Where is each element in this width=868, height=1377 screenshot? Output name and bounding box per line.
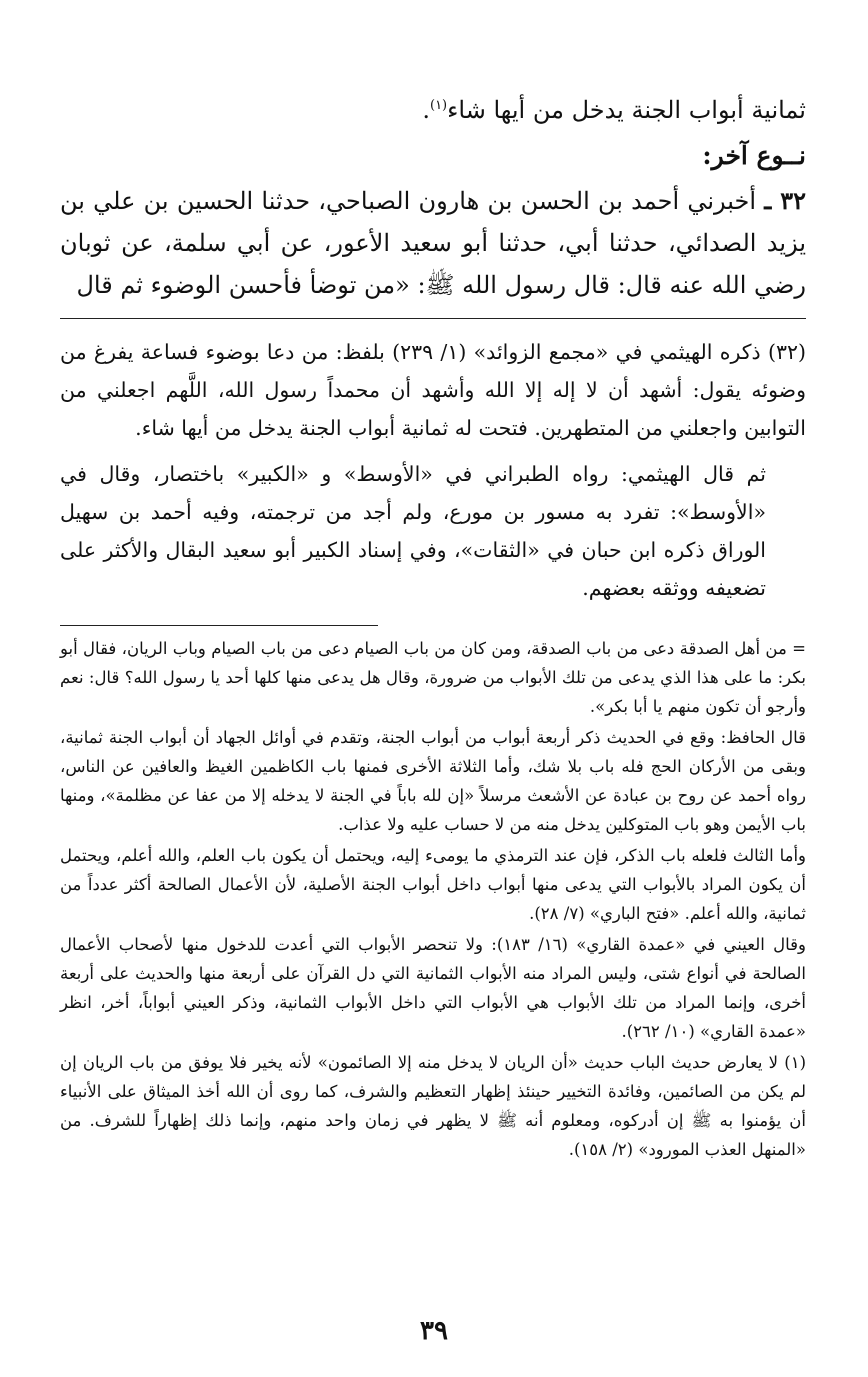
footnote-32 xyxy=(60,333,806,607)
hadith-number: ٣٢ ـ xyxy=(764,186,806,215)
continued-notes xyxy=(60,634,806,1164)
note-paragraph-3: وأما الثالث فلعله باب الذكر، فإن عند الترمذي ما يومىء إليه، ويحتمل أن يكون باب العلم، والله أعلم، ويحتمل أن يكون المراد بالأبواب التي يدعى منها أبواب داخل أبواب الجنة الأصلية، لأن الأعمال الصالحة أكثر عدداً من ثمانية، والله أعلم. «فتح الباري» (٧/ ٢٨). xyxy=(60,846,806,923)
note-paragraph-5: (١) لا يعارض حديث الباب حديث «أن الريان لا يدخل منه إلا الصائمون» لأنه يخير فلا يوفق من باب الريان إن لم يكن من الصائمين، وفائدة التخيير حينئذ إظهار التعظيم والشرف، كما روى أن الله أخذ الميثاق على الأنبياء أن يؤمنوا به ﷺ إن أدركوه، ومعلوم أنه ﷺ لا يظهر في زمان واحد منهم، وإنما ذلك إظهاراً للشرف. من «المنهل العذب المورود» (٢/ ١٥٨). xyxy=(60,1053,806,1159)
footnote-divider xyxy=(60,318,806,319)
footnote-ref: (١) xyxy=(429,98,448,113)
section-heading: نــوع آخر: xyxy=(702,141,806,170)
note-paragraph-1: = من أهل الصدقة دعى من باب الصدقة، ومن كان من باب الصيام دعى من باب الصيام وباب الريان، فقال أبو بكر: ما على هذا الذي يدعى من تلك الأبواب من ضرورة، وقال هل يدعى منها كلها أحد يا رسول الله؟ قال: نعم وأرجو أن تكون منهم يا أبا بكر». xyxy=(60,639,806,716)
opening-text: ثمانية أبواب الجنة يدخل من أيها شاء xyxy=(447,96,806,124)
opening-end: . xyxy=(422,96,430,124)
opening-line xyxy=(60,84,806,132)
footnote-32-para-2: ثم قال الهيثمي: رواه الطبراني في «الأوسط» و «الكبير» باختصار، وقال في «الأوسط»: تفرد به مسور بن مورع، ولم أجد من ترجمته، وفيه أحمد بن سهيل الوراق ذكره ابن حبان في «الثقات»، وفي إسناد الكبير أبو سعيد البقال والأكثر على تضعيفه ووثقه بعضهم. xyxy=(60,462,766,600)
footnote-32-para-1: (٣٢) ذكره الهيثمي في «مجمع الزوائد» (١/ ٢٣٩) بلفظ: من دعا بوضوء فساعة يفرغ من وضوئه يقول: أشهد أن لا إله إلا الله وأشهد أن محمداً رسول الله، اللَّهم اجعلني من التوابين واجعلني من المتطهرين. فتحت له ثمانية أبواب الجنة يدخل من أيها شاء. xyxy=(60,340,806,440)
hadith-text: أخبرني أحمد بن الحسن بن هارون الصباحي، حدثنا الحسين بن علي بن يزيد الصدائي، حدثنا أبي، حدثنا أبو سعيد الأعور، عن أبي سلمة، عن ثوبان رضي الله عنه قال: قال رسول الله ﷺ: «من توضأ فأحسن الوضوء ثم قال xyxy=(60,187,806,299)
notes-divider xyxy=(60,625,378,626)
note-paragraph-2: قال الحافظ: وقع في الحديث ذكر أربعة أبواب من أبواب الجنة، وتقدم في أوائل الجهاد أن أبواب الجنة ثمانية، وبقى من الأركان الحج فله باب بلا شك، وأما الثلاثة الأخرى فمنها باب الكاظمين الغيظ والعافين عن الناس، رواه أحمد عن روح بن عبادة عن الأشعث مرسلاً «إن لله باباً في الجنة لا يدخله إلا من عفا عن مظلمة»، ومنها باب الأيمن وهو باب المتوكلين يدخل منه من لا حساب عليه ولا عذاب. xyxy=(60,728,806,834)
main-text xyxy=(60,84,806,306)
note-paragraph-4: وقال العيني في «عمدة القاري» (١٦/ ١٨٣): ولا تنحصر الأبواب التي أعدت للدخول منها لأصحاب الأعمال الصالحة في أنواع شتى، وليس المراد منه الأبواب الثمانية التي دل القرآن على أربعة منها والحديث على أربعة أخرى، وإنما المراد من تلك الأبواب هي الأبواب التي داخل الأبواب الثمانية، وذكر العيني أبواباً، أخر، انظر «عمدة القاري» (١٠/ ٢٦٢). xyxy=(60,935,807,1041)
hadith-paragraph xyxy=(60,180,806,306)
page-number: ٣٩ xyxy=(420,1316,448,1346)
